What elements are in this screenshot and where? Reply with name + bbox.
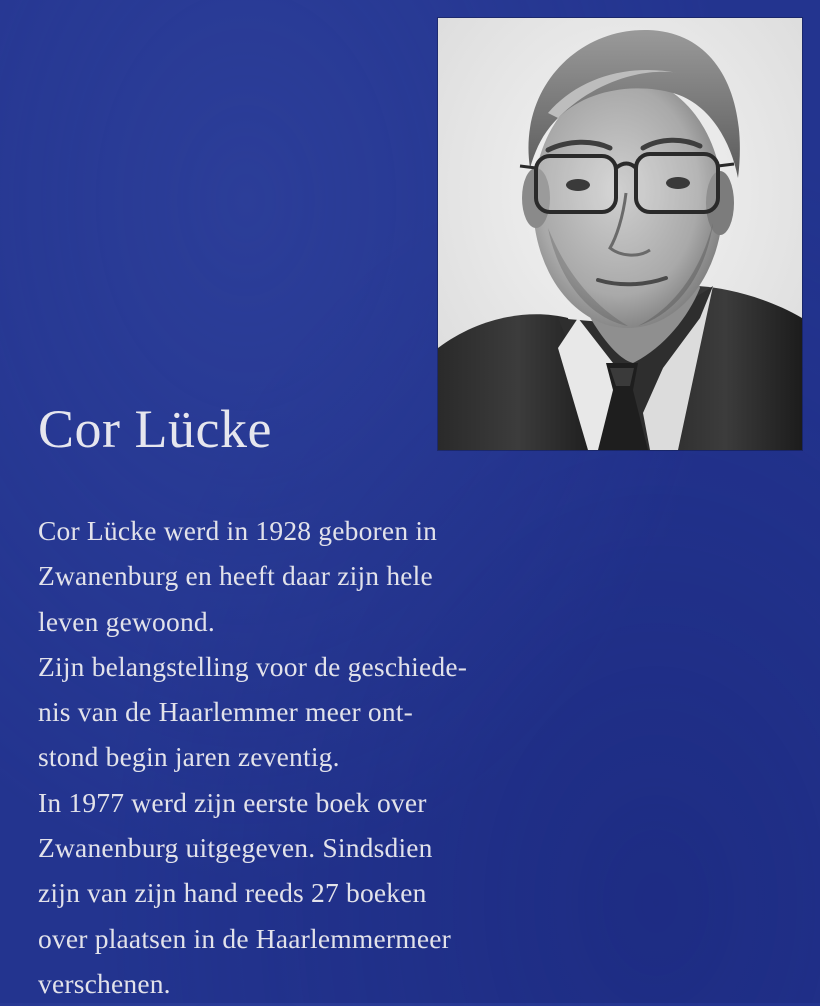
bio-line: leven gewoond. [38, 605, 215, 637]
bio-line: zijn van zijn hand reeds 27 boeken [38, 877, 427, 909]
bio-line: Zwanenburg uitgegeven. Sindsdien [38, 832, 433, 864]
bio-line: verschenen. [38, 967, 171, 999]
bio-line: stond begin jaren zeventig. [38, 741, 340, 773]
portrait-illustration [438, 18, 802, 450]
author-name-heading: Cor Lücke [38, 399, 272, 459]
bio-line: nis van de Haarlemmer meer ont- [38, 696, 414, 728]
author-portrait-photo [438, 18, 802, 450]
bio-line: over plaatsen in de Haarlemmermeer [38, 922, 451, 954]
bio-line: Zijn belangstelling voor de geschiede- [38, 650, 468, 682]
bio-line: In 1977 werd zijn eerste boek over [38, 786, 427, 818]
bio-line: Zwanenburg en heeft daar zijn hele [38, 560, 433, 592]
author-biography [38, 508, 558, 1006]
bio-line: Cor Lücke werd in 1928 geboren in [38, 515, 438, 546]
